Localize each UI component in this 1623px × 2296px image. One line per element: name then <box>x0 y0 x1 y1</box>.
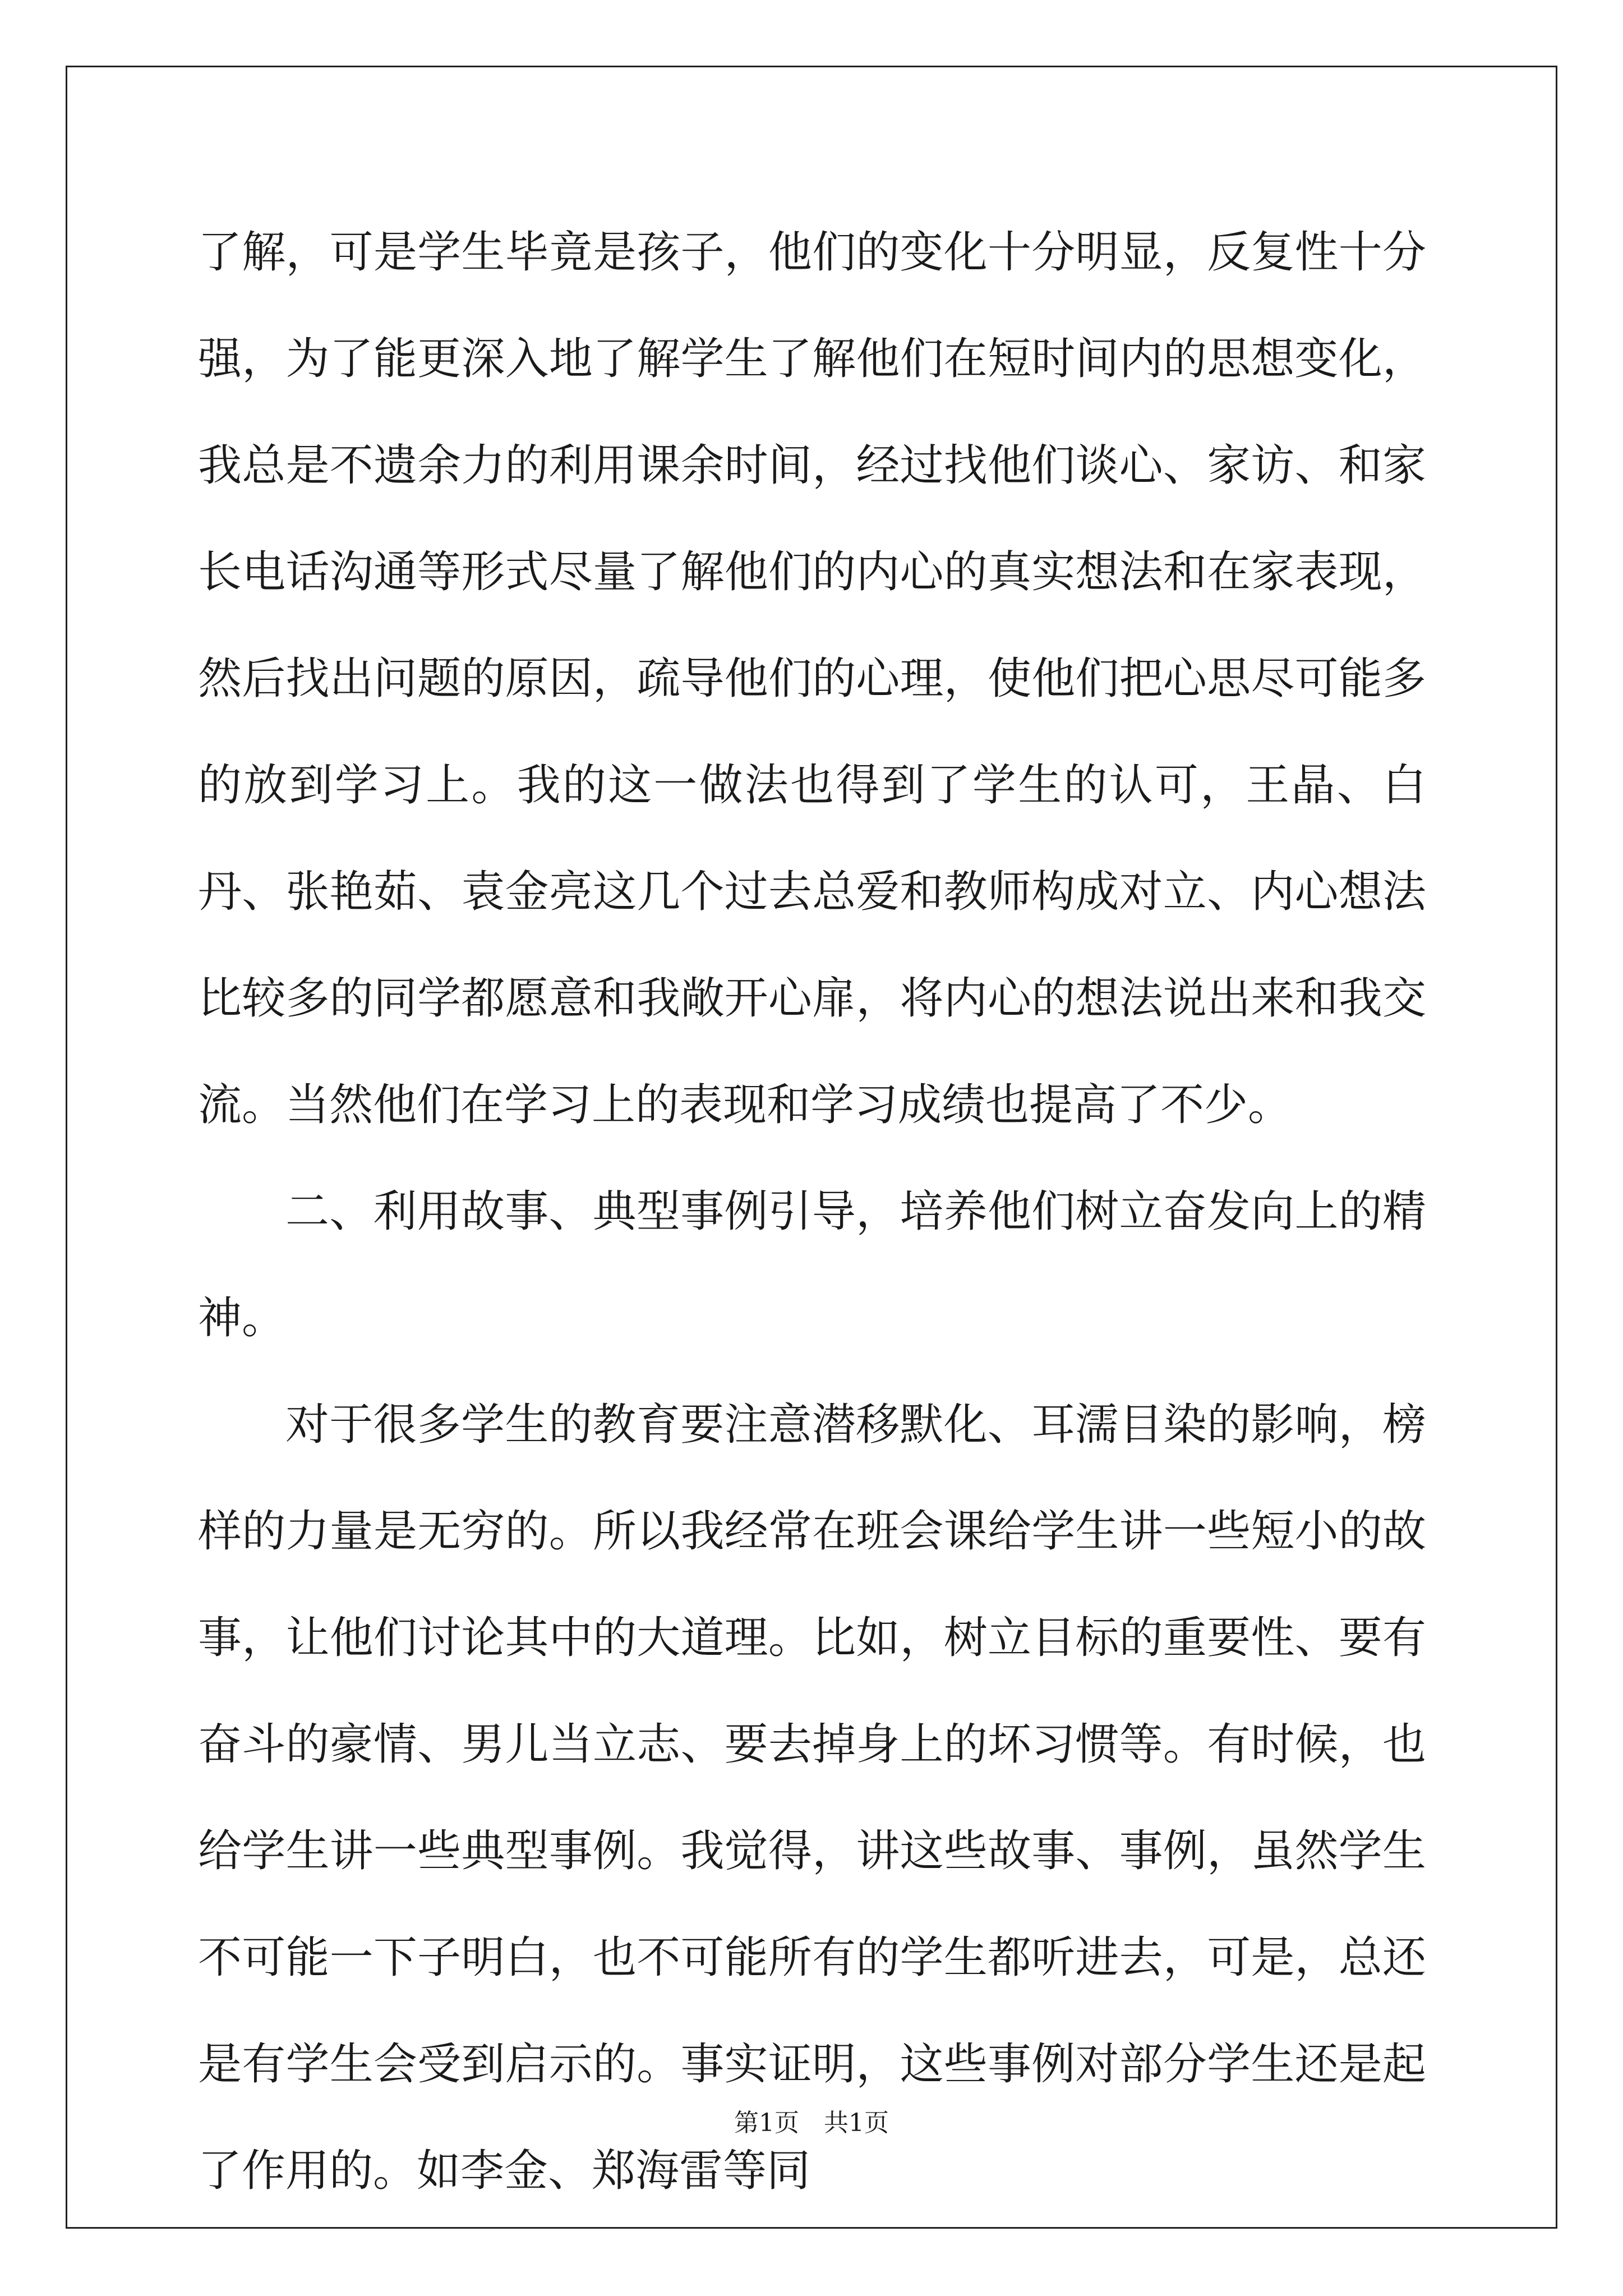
page-number-footer: 第1页 共1页 <box>734 2109 889 2137</box>
paragraph-stories: 对于很多学生的教育要注意潜移默化、耳濡目染的影响，榜样的力量是无穷的。所以我经常在班会课给学生讲一些短小的故事，让他们讨论其中的大道理。比如，树立目标的重要性、要有奋斗的豪情、男儿当立志、要去掉身上的坏习惯等。有时候，也给学生讲一些典型事例。我觉得，讲这些故事、事例，虽然学生不可能一下子明白，也不可能所有的学生都听进去，可是，总还是有学生会受到启示的。事实证明，这些事例对部分学生还是起了作用的。如李金、郑海雷等同 <box>198 1400 1426 2196</box>
section-heading-2: 二、利用故事、典型事例引导，培养他们树立奋发向上的精神。 <box>198 1186 1426 1343</box>
paragraph-continuation: 了解，可是学生毕竟是孩子，他们的变化十分明显，反复性十分强，为了能更深入地了解学生了解他们在短时间内的思想变化，我总是不遗余力的利用课余时间，经过找他们谈心、家访、和家长电话沟通等形式尽量了解他们的内心的真实想法和在家表现，然后找出问题的原因，疏导他们的心理，使他们把心思尽可能多的放到学习上。我的这一做法也得到了学生的认可，王晶、白丹、张艳茹、袁金亮这几个过去总爱和教师构成对立、内心想法比较多的同学都愿意和我敞开心扉，将内心的想法说出来和我交流。当然他们在学习上的表现和学习成绩也提高了不少。 <box>198 227 1426 1130</box>
document-body <box>198 199 1426 2224</box>
